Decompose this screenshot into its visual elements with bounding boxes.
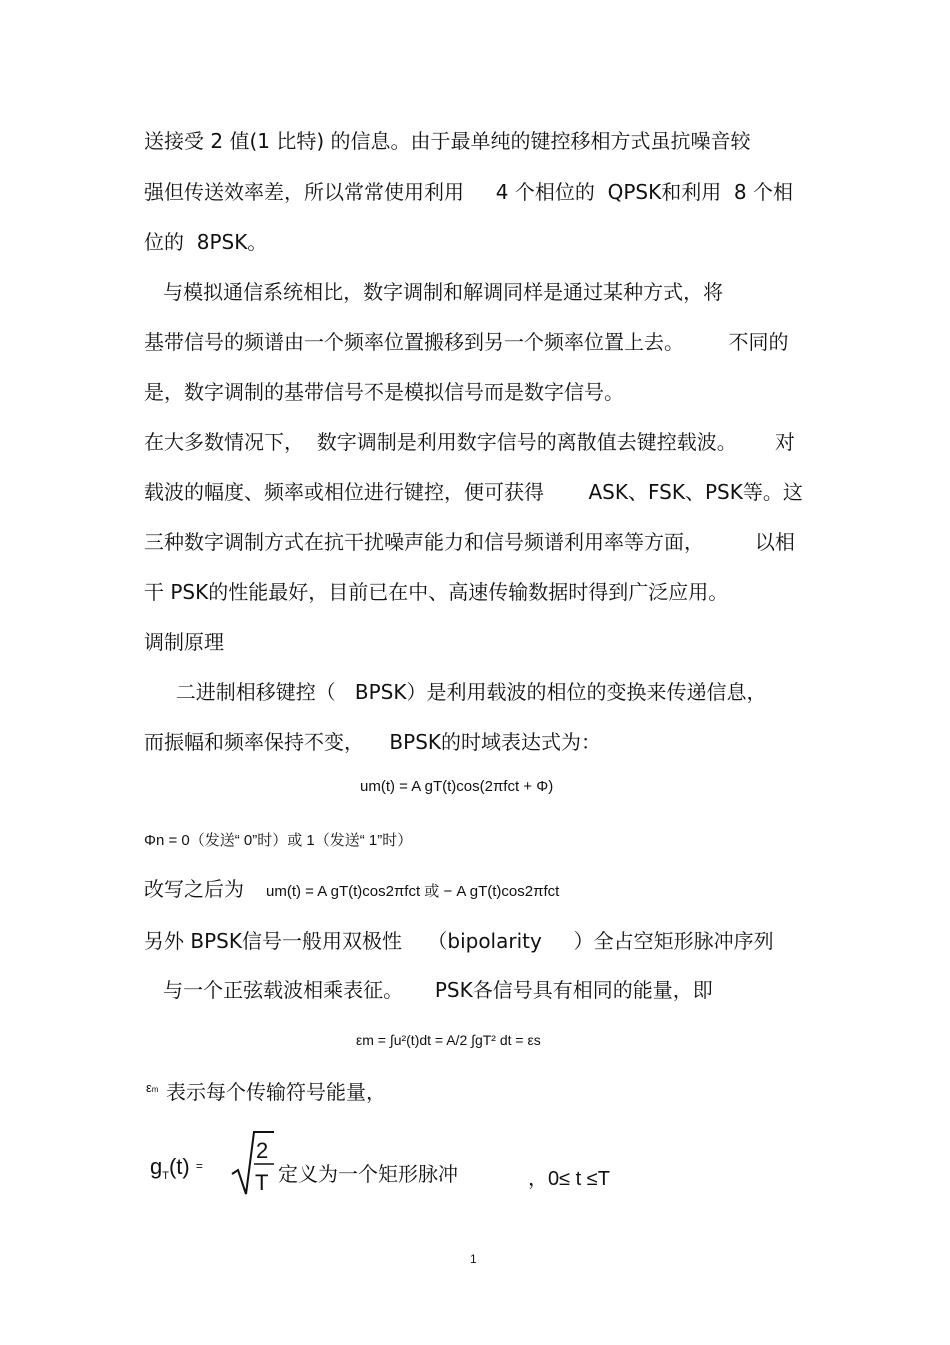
page-number: 1 bbox=[470, 1252, 477, 1266]
paragraph-line: 另外 BPSK信号一般用双极性 （bipolarity ）全占空矩形脉冲序列 bbox=[144, 929, 774, 953]
paragraph-line: 与一个正弦载波相乘表征。 PSK各信号具有相同的能量，即 bbox=[144, 978, 713, 1002]
paragraph-line: 二进制相移键控（ BPSK）是利用载波的相位的变换来传递信息， bbox=[144, 680, 767, 704]
paragraph-line: 与模拟通信系统相比，数字调制和解调同样是通过某种方式，将 bbox=[144, 280, 724, 304]
paragraph-line: 而振幅和频率保持不变， BPSK的时域表达式为： bbox=[144, 730, 602, 754]
paragraph-line: 送接受 2 值(1 比特) 的信息。由于最单纯的键控移相方式虽抗噪音较 bbox=[144, 129, 751, 153]
paragraph-line: 基带信号的频谱由一个频率位置搬移到另一个频率位置上去。 不同的 bbox=[144, 330, 789, 354]
paragraph-line: 是，数字调制的基带信号不是模拟信号而是数字信号。 bbox=[144, 380, 624, 404]
paragraph-line: 位的 8PSK。 bbox=[144, 230, 268, 254]
sqrt-icon bbox=[230, 1128, 276, 1198]
gt-description: 定义为一个矩形脉冲 bbox=[278, 1162, 458, 1186]
energy-equation-text: εm = ∫u²(t)dt = A/2 ∫gT² dt = εs bbox=[356, 1032, 541, 1048]
gt-range: ，0≤ t ≤T bbox=[528, 1168, 610, 1190]
paragraph-line: 干 PSK的性能最好，目前已在中、高速传输数据时得到广泛应用。 bbox=[144, 580, 729, 604]
paragraph-line: 载波的幅度、频率或相位进行键控，便可获得 ASK、FSK、PSK等。这 bbox=[144, 480, 803, 504]
energy-description: 表示每个传输符号能量， bbox=[166, 1080, 386, 1104]
gt-function: $g_T(t)$ = bbox=[150, 1154, 203, 1182]
phase-definition: Φn = 0（发送“ 0”时）或 1（发送“ 1”时） bbox=[144, 832, 413, 849]
section-heading: 调制原理 bbox=[144, 630, 224, 654]
svg-text:T: T bbox=[255, 1170, 269, 1195]
rewrite-label: 改写之后为 bbox=[144, 877, 244, 901]
energy-equation bbox=[356, 1020, 616, 1064]
epsilon-symbol: εm bbox=[146, 1080, 159, 1095]
eq1-text: um(t) = A gT(t)cos(2πfct + Φ) bbox=[360, 778, 554, 795]
paragraph-line: 在大多数情况下， 数字调制是利用数字信号的离散值去键控载波。 对 bbox=[144, 430, 795, 454]
paragraph-line: 三种数字调制方式在抗干扰噪声能力和信号频谱利用率等方面， 以相 bbox=[144, 530, 795, 554]
svg-text:2: 2 bbox=[256, 1138, 269, 1163]
paragraph-line: 强但传送效率差，所以常常使用利用 4 个相位的 QPSK和利用 8 个相 bbox=[144, 180, 793, 204]
rewrite-equation: um(t) = A gT(t)cos2πfct 或 − A gT(t)cos2πfct bbox=[266, 883, 560, 900]
